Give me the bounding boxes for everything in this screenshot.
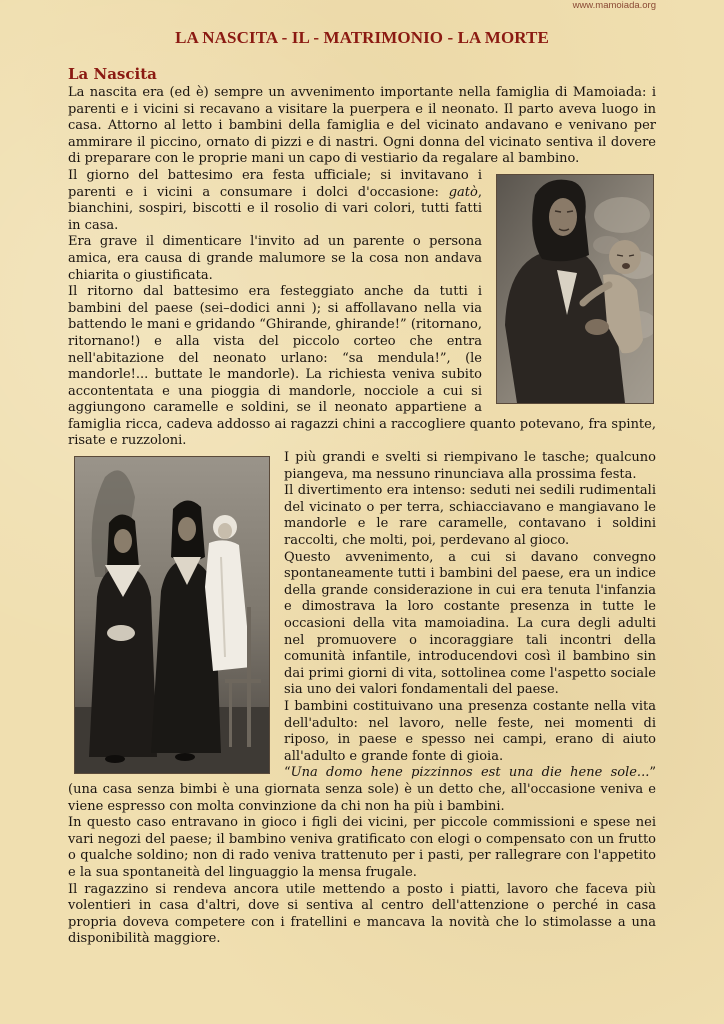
photo-women-with-baby [74, 456, 270, 774]
paragraph-baptism: Il giorno del battesimo era festa ufficiale; si invitavano i parenti e i vicini a consumare i dolci d'occasione: gatò, bianchini, sospiri, biscotti e il rosolio di vari colori, tutti fatti in casa. [68, 167, 482, 233]
paragraph: Era grave il dimenticare l'invito ad un parente o persona amica, era causa di grande malumore se la cosa non andava chiarita o giustificata. [68, 234, 482, 283]
paragraph: I bambini costituivano una presenza costante nella vita dell'adulto: nel lavoro, nelle feste, nei momenti di riposo, in paese e spesso nei campi, erano di aiuto all'adulto e grande fonte di gioia. [284, 698, 656, 764]
article-body [68, 64, 656, 948]
photo-mother-and-baby [496, 174, 654, 404]
paragraph-proverb: “Una domo hene pizzinnos est una die hene sole...” (una casa senza bimbi è una giornata senza sole) è un detto che, all'occasione veniva e viene espresso con molta convinzione da chi non ha più i bambini. [68, 765, 656, 814]
paragraph: Il divertimento era intenso: seduti nei sedili rudimentali del vicinato o per terra, schiacciavano e mangiavano le mandorle e le rare caramelle, contavano i soldini raccolti, che molti, poi, perdevano al gioco. [284, 483, 656, 549]
page-title: LA NASCITA - IL - MATRIMONIO - LA MORTE [175, 28, 549, 47]
paragraph: I più grandi e svelti si riempivano le tasche; qualcuno piangeva, ma nessuno rinunciava alla prossima festa. [284, 450, 656, 482]
section-heading: La Nascita [68, 65, 157, 83]
paragraph: In questo caso entravano in gioco i figli dei vicini, per piccole commissioni e spese nei vari negozi del paese; il bambino veniva gratificato con elogi o compensato con un frutto o qualche soldino; non di rado veniva trattenuto per i pasti, per rallegrare con l'appetito e la sua spontaneità del linguaggio la mensa frugale. [68, 815, 656, 880]
paragraph: Questo avvenimento, a cui si davano convegno spontaneamente tutti i bambini del paese, era un indice della grande considerazione in cui era tenuta l'infanzia e dimostrava la loro costante presenza in tutte le occasioni della vita mamoiadina. La cura degli adulti nel promuovere o incoraggiare tali incontri della comunità infantile, introducendovi così il bambino sin dai primi giorni di vita, sottolinea come l'aspetto sociale sia uno dei valori fondamentali del paese. [284, 549, 656, 698]
site-url: www.mamoiada.org [572, 0, 656, 11]
paragraph: Il ragazzino si rendeva ancora utile mettendo a posto i piatti, lavoro che faceva più volentieri in casa d'altri, dove si sentiva al centro dell'attenzione o perché in casa propria doveva competere con i fratellini e mancava la novità che lo stimolasse a una disponibilità maggiore. [68, 881, 656, 947]
paragraph: Il ritorno dal battesimo era festeggiato anche da tutti i bambini del paese (sei–dodici anni ); si affollavano nella via battendo le mani e gridando “Ghirande, ghirande!” (ritornano, ritornano!) e alla vista del piccolo corteo che entra nell'abitazione del neonato urlano: “sa mendula!”, (le mandorle!... buttate le mandorle). La richiesta veniva subito accontentata e una pioggia di mandorle, nocciole a cui si aggiungono caramelle e soldini, se il neonato appartiene a famiglia ricca, cadeva addosso ai ragazzi chini a raccogliere quanto potevano, fra spinte, risate e ruzzoloni. [68, 284, 656, 449]
paragraph: La nascita era (ed è) sempre un avvenimento importante nella famiglia di Mamoiada: i parenti e i vicini si recavano a visitare la puerpera e il neonato. Il parto aveva luogo in casa. Attorno al letto i bambini della famiglia e del vicinato andavano e venivano per ammirare il piccino, ornato di pizzi e di nastri. Ogni donna del vicinato sentiva il dovere di preparare con le proprie mani un capo di vestiario da regalare al bambino. [68, 85, 656, 167]
